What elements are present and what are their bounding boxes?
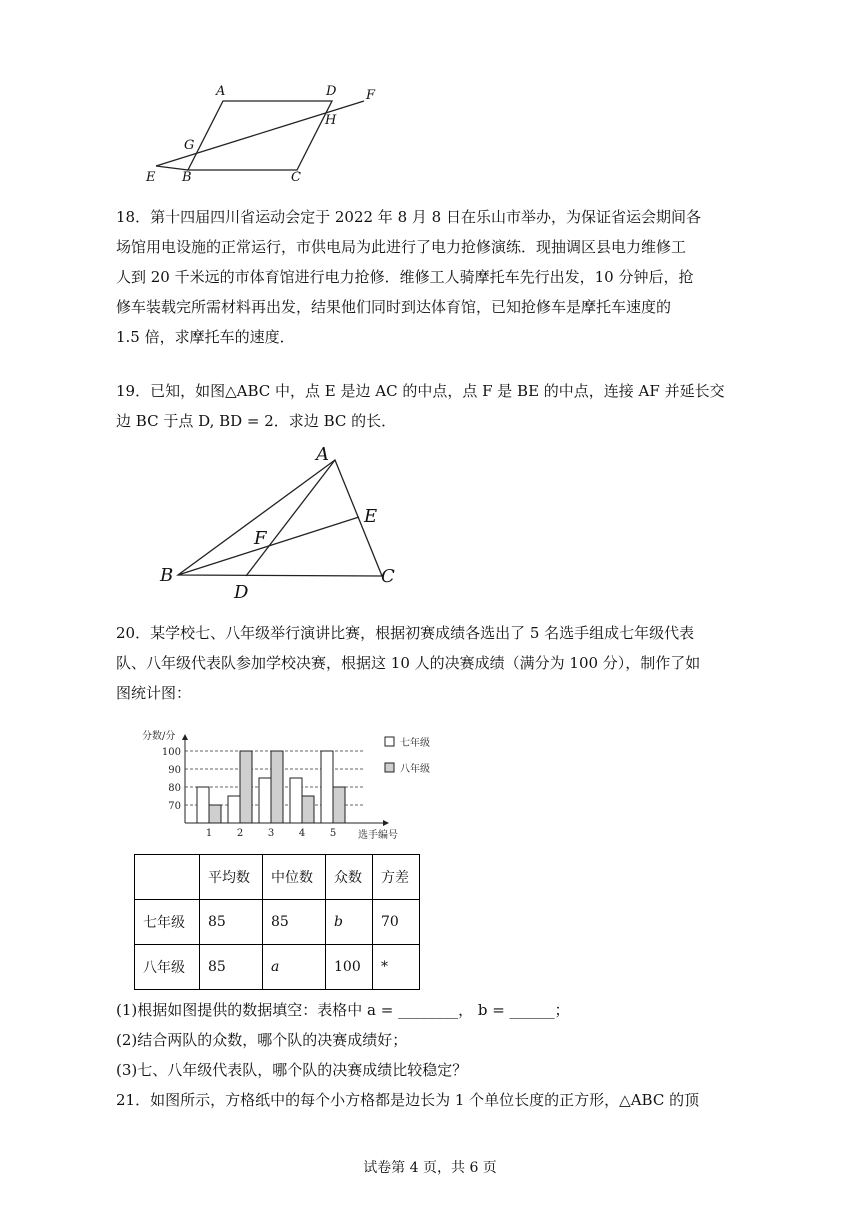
- bar-grade8: [271, 751, 283, 823]
- label-b: B: [182, 170, 192, 185]
- question-20-subparts: [116, 995, 746, 1085]
- q20-line: 图统计图：: [116, 684, 192, 702]
- legend-swatch: [385, 763, 394, 772]
- segment-ad: [246, 460, 335, 576]
- legend-label: 七年级: [400, 738, 430, 749]
- x-tick-label: 4: [298, 828, 306, 839]
- table-row: [135, 900, 420, 945]
- q19-line: 边 BC 于点 D, BD = 2．求边 BC 的长．: [116, 412, 397, 430]
- label-f: F: [366, 88, 376, 103]
- table-header-cell: 众数: [326, 855, 373, 900]
- x-axis-arrow: [383, 820, 389, 826]
- label-f: F: [254, 528, 267, 549]
- y-tick-label: 100: [161, 747, 181, 758]
- q20-line: 20．某学校七、八年级举行演讲比赛，根据初赛成绩各选出了 5 名选手组成七年级代表: [116, 624, 695, 642]
- table-cell: b: [326, 900, 373, 945]
- y-axis-arrow: [182, 734, 188, 740]
- triangle-figure: [150, 440, 410, 605]
- label-e: E: [146, 170, 156, 185]
- y-tick-label: 90: [168, 765, 181, 776]
- table-cell: *: [373, 945, 420, 990]
- table-cell: 85: [200, 900, 263, 945]
- table-cell: 100: [326, 945, 373, 990]
- question-19: [116, 376, 746, 436]
- triangle-abc: [178, 460, 382, 576]
- x-tick-label: 5: [329, 828, 337, 839]
- y-tick-label: 80: [168, 783, 181, 794]
- q20-sub2: (2)结合两队的众数，哪个队的决赛成绩好；: [116, 1031, 408, 1049]
- label-h: H: [325, 113, 337, 128]
- bar-grade7: [290, 778, 302, 823]
- question-20: [116, 618, 746, 708]
- x-tick-label: 2: [236, 828, 244, 839]
- q19-line: 19．已知，如图△ABC 中，点 E 是边 AC 的中点，点 F 是 BE 的中点，连接 AF 并延长交: [116, 382, 725, 400]
- bar-grade8: [302, 796, 314, 823]
- label-c: C: [291, 170, 301, 185]
- page-footer: 试卷第 4 页，共 6 页: [363, 1160, 497, 1176]
- q18-line: 修车装载完所需材料再出发，结果他们同时到达体育馆，已知抢修车是摩托车速度的: [116, 298, 672, 316]
- table-cell: 70: [373, 900, 420, 945]
- q18-line: 18．第十四届四川省运动会定于 2022 年 8 月 8 日在乐山市举办，为保证省运会期间各: [116, 208, 701, 226]
- bar-grade7: [228, 796, 240, 823]
- stats-table: [134, 854, 420, 990]
- bar-grade7: [259, 778, 271, 823]
- table-header-cell: [135, 855, 200, 900]
- x-axis-label: 选手编号: [358, 830, 398, 841]
- q18-line: 1.5 倍，求摩托车的速度．: [116, 328, 295, 346]
- question-18: [116, 202, 746, 352]
- x-tick-label: 3: [267, 828, 275, 839]
- table-header-row: [135, 855, 420, 900]
- table-header-cell: 平均数: [200, 855, 263, 900]
- label-c: C: [381, 566, 395, 587]
- parallelogram-figure: [130, 80, 400, 190]
- bar-grade8: [333, 787, 345, 823]
- line-ef: [156, 101, 364, 166]
- legend-label: 八年级: [400, 764, 430, 775]
- label-e: E: [364, 506, 378, 527]
- bar-grade8: [240, 751, 252, 823]
- label-a: A: [316, 444, 329, 465]
- y-axis-label: 分数/分: [142, 731, 176, 742]
- q20-line: 队、八年级代表队参加学校决赛，根据这 10 人的决赛成绩（满分为 100 分），制作了如: [116, 654, 701, 672]
- table-cell: 85: [263, 900, 326, 945]
- table-row: [135, 945, 420, 990]
- score-bar-chart: [140, 725, 460, 843]
- table-cell: 七年级: [135, 900, 200, 945]
- question-21: [116, 1085, 746, 1115]
- q20-sub1: (1)根据如图提供的数据填空：表格中 a = ________， b = ______；: [116, 1001, 570, 1019]
- label-a: A: [216, 84, 226, 99]
- bar-grade7: [321, 751, 333, 823]
- table-cell: 85: [200, 945, 263, 990]
- x-tick-label: 1: [205, 828, 213, 839]
- table-header-cell: 方差: [373, 855, 420, 900]
- label-d: D: [234, 582, 249, 603]
- bar-grade7: [197, 787, 209, 823]
- y-tick-label: 70: [168, 801, 181, 812]
- q18-line: 场馆用电设施的正常运行，市供电局为此进行了电力抢修演练．现抽调区县电力维修工: [116, 238, 687, 256]
- parallelogram-abcd: [188, 101, 332, 170]
- q18-line: 人到 20 千米远的市体育馆进行电力抢修．维修工人骑摩托车先行出发，10 分钟后，抢: [116, 268, 694, 286]
- table-cell: a: [263, 945, 326, 990]
- q20-sub3: (3)七、八年级代表队，哪个队的决赛成绩比较稳定？: [116, 1061, 468, 1079]
- label-d: D: [326, 84, 337, 99]
- legend-swatch: [385, 737, 394, 746]
- q21-line: 21．如图所示，方格纸中的每个小方格都是边长为 1 个单位长度的正方形，△ABC 的顶: [116, 1091, 700, 1109]
- table-header-cell: 中位数: [263, 855, 326, 900]
- label-b: B: [160, 565, 174, 586]
- label-g: G: [184, 138, 195, 153]
- bar-grade8: [209, 805, 221, 823]
- table-cell: 八年级: [135, 945, 200, 990]
